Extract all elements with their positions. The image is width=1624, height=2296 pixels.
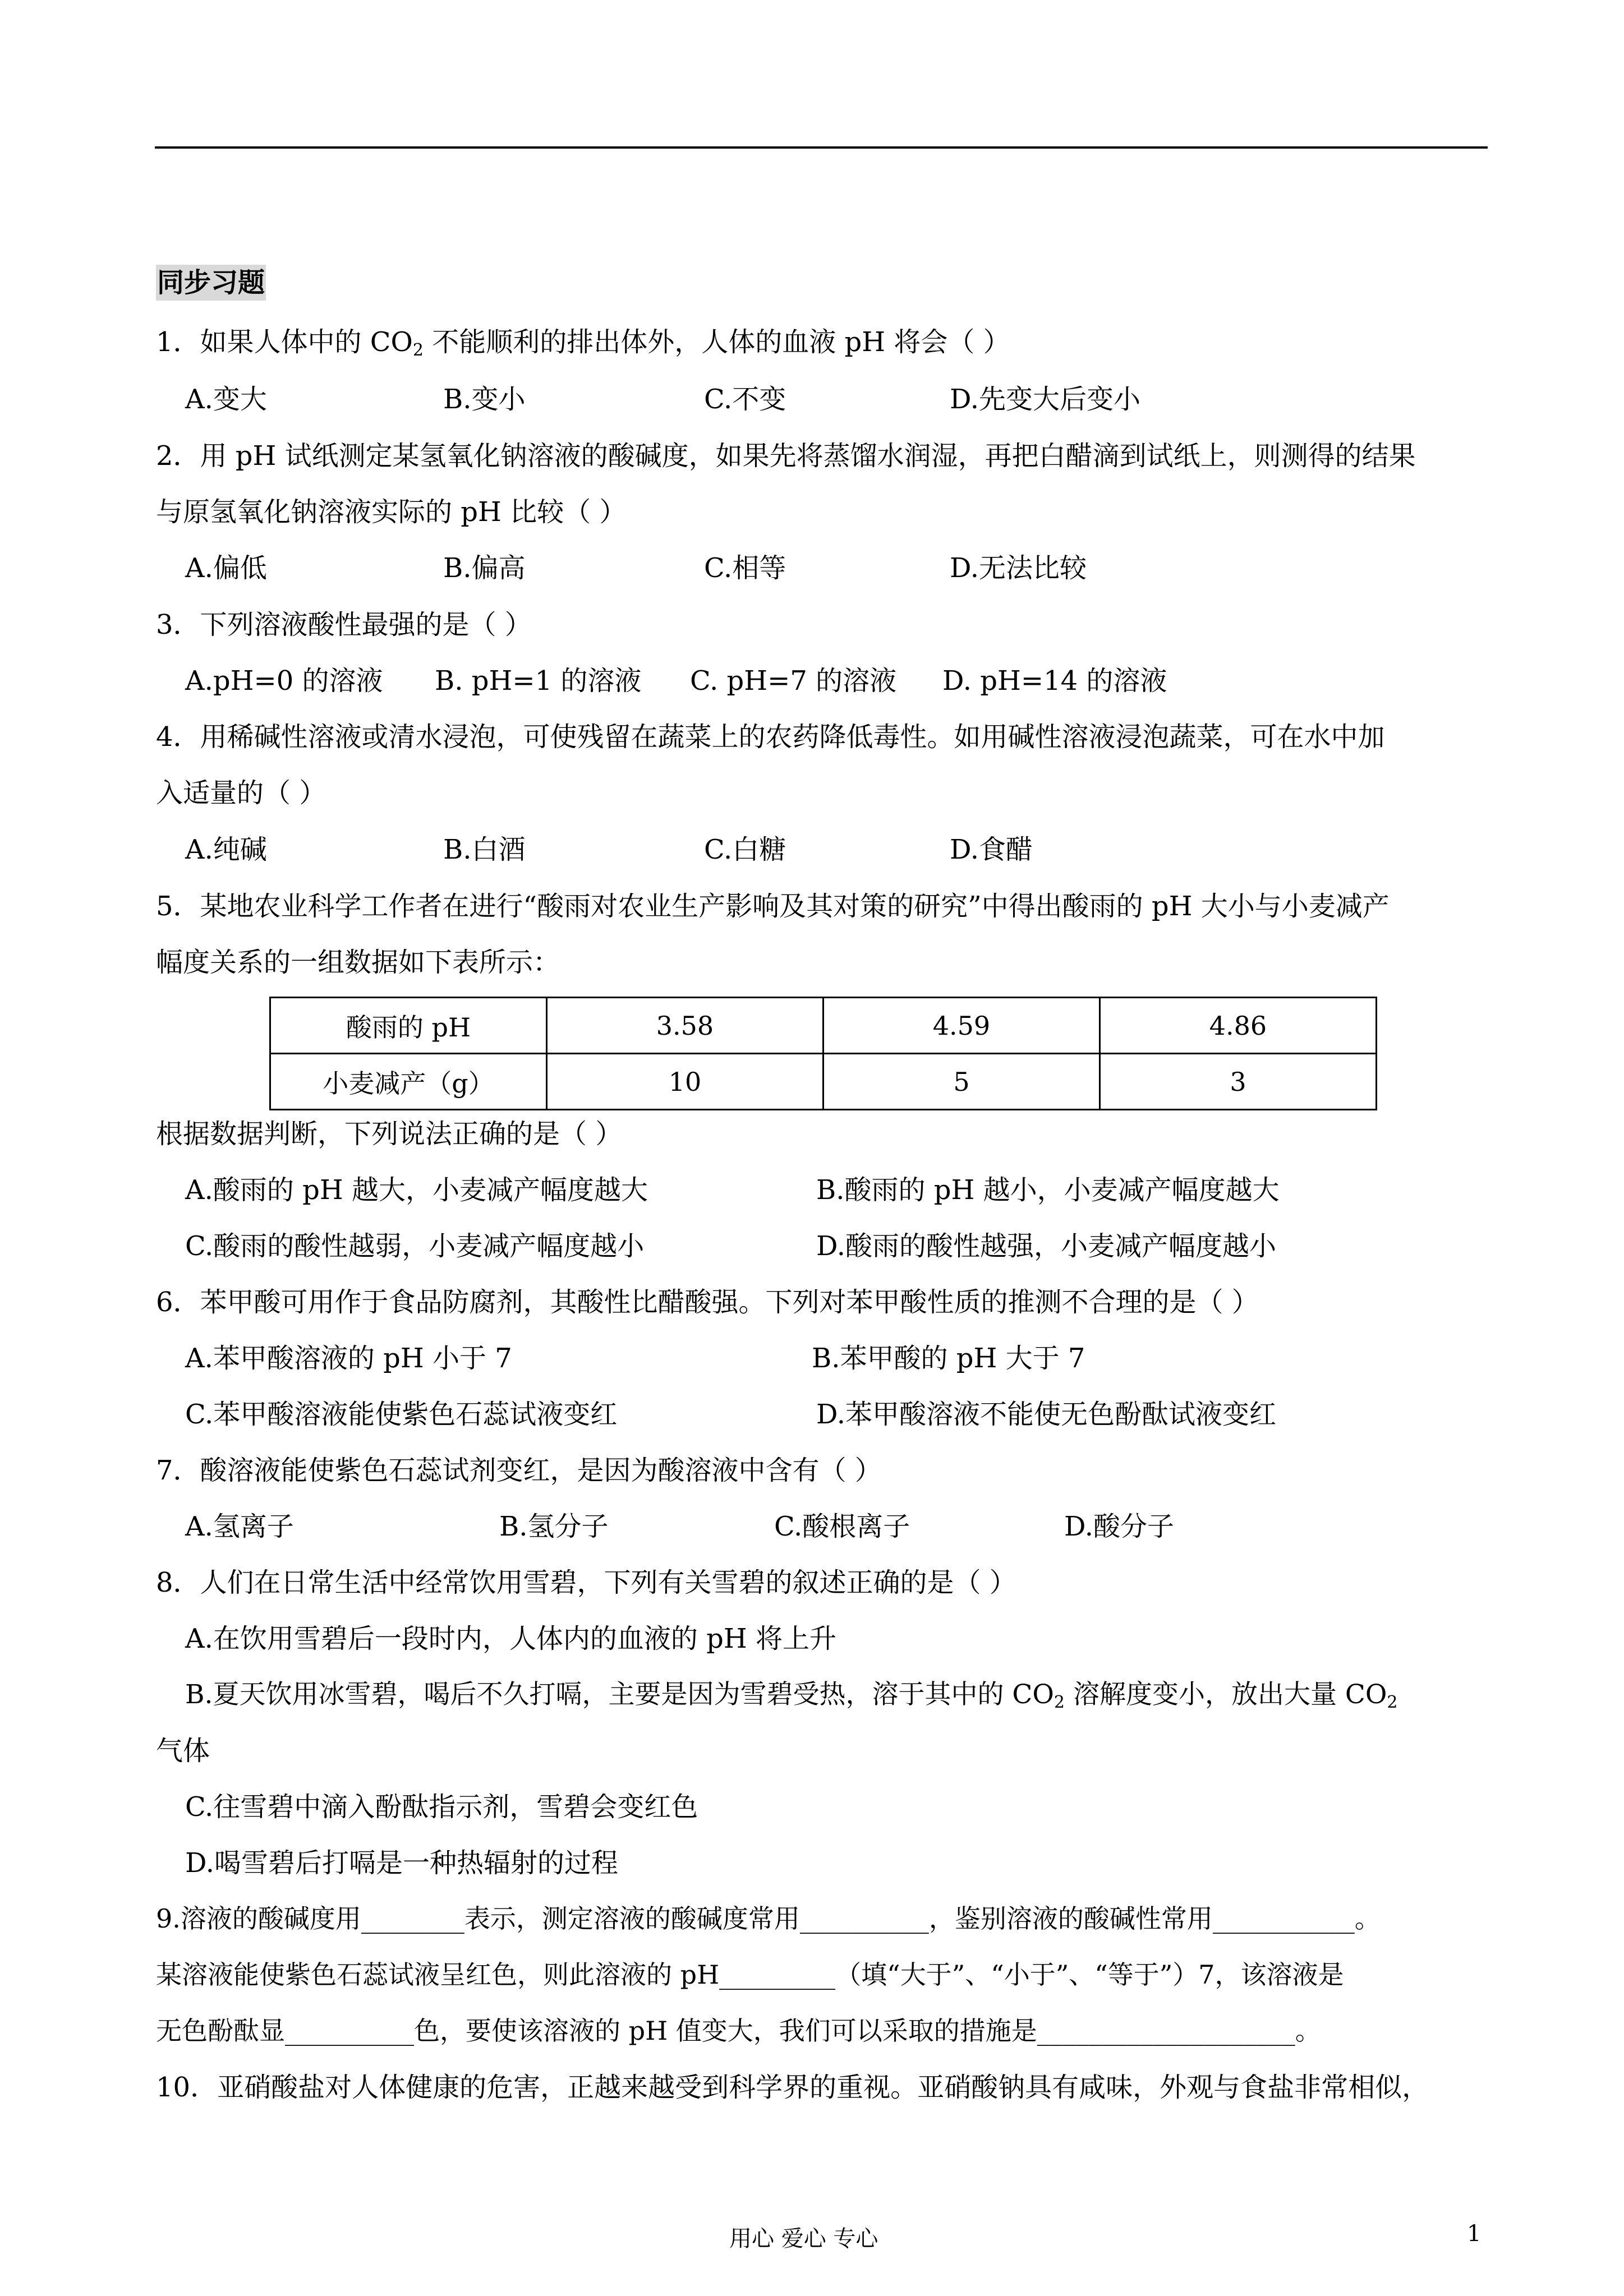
q8-option-b-continued: 气体 — [156, 1735, 210, 1767]
q1-option-b: B.变小 — [443, 384, 526, 415]
table-row — [270, 1054, 1377, 1110]
question-1: 1．如果人体中的 $CO_2$ 不能顺利的排出体外，人体的血液 pH 将会（ ） — [156, 326, 1010, 360]
q8-option-a: A.在饮用雪碧后一段时内，人体内的血液的 pH 将上升 — [185, 1623, 837, 1654]
q7-option-b: B.氢分子 — [499, 1511, 609, 1542]
table-cell: 10 — [547, 1054, 823, 1110]
question-7: 7．酸溶液能使紫色石蕊试剂变红，是因为酸溶液中含有（ ） — [156, 1455, 882, 1486]
q3-option-b: B. pH=1 的溶液 — [435, 665, 642, 697]
question-5-line-2: 幅度关系的一组数据如下表所示： — [156, 947, 560, 978]
table-cell: 5 — [823, 1054, 1100, 1110]
footer-motto: 用心 爱心 专心 — [729, 2226, 878, 2252]
q5-option-d: D.酸雨的酸性越强，小麦减产幅度越小 — [816, 1230, 1277, 1262]
q6-option-a: A.苯甲酸溶液的 pH 小于 7 — [185, 1343, 512, 1374]
table-cell: 3.58 — [547, 998, 823, 1054]
q7-option-c: C.酸根离子 — [774, 1511, 910, 1542]
q4-option-d: D.食醋 — [950, 834, 1033, 865]
header-rule — [155, 146, 1488, 149]
question-8: 8．人们在日常生活中经常饮用雪碧，下列有关雪碧的叙述正确的是（ ） — [156, 1567, 1016, 1598]
data-table — [269, 997, 1377, 1110]
question-5-line-3: 根据数据判断，下列说法正确的是（ ） — [156, 1118, 623, 1150]
table-cell: 4.86 — [1100, 998, 1377, 1054]
q1-option-c: C.不变 — [704, 384, 786, 415]
question-9-line-1: 9.溶液的酸碱度用________表示，测定溶液的酸碱度常用__________，鉴别溶液的酸碱性常用___________。 — [156, 1903, 1381, 1934]
q3-option-c: C. pH=7 的溶液 — [690, 665, 897, 697]
question-3: 3．下列溶液酸性最强的是（ ） — [156, 609, 532, 640]
table-cell: 小麦减产（g） — [270, 1054, 547, 1110]
q2-option-c: C.相等 — [704, 552, 786, 584]
q2-option-a: A.偏低 — [185, 552, 267, 584]
question-9-line-3: 无色酚酞显__________色，要使该溶液的 pH 值变大，我们可以采取的措施是____________________。 — [156, 2016, 1321, 2046]
q3-option-d: D. pH=14 的溶液 — [942, 665, 1167, 697]
question-4-line-1: 4．用稀碱性溶液或清水浸泡，可使残留在蔬菜上的农药降低毒性。如用碱性溶液浸泡蔬菜，可在水中加 — [156, 721, 1385, 753]
question-9-line-2: 某溶液能使紫色石蕊试液呈红色，则此溶液的 pH_________（填“大于”、“小于”、“等于”）7，该溶液是 — [156, 1960, 1344, 1990]
q6-option-c: C.苯甲酸溶液能使紫色石蕊试液变红 — [185, 1399, 618, 1430]
q7-option-d: D.酸分子 — [1064, 1511, 1175, 1542]
q1-option-a: A.变大 — [185, 384, 267, 415]
table-cell: 4.59 — [823, 998, 1100, 1054]
q4-option-c: C.白糖 — [704, 834, 786, 865]
q7-option-a: A.氢离子 — [185, 1511, 294, 1542]
q8-option-c: C.往雪碧中滴入酚酞指示剂，雪碧会变红色 — [185, 1791, 698, 1823]
page-number: 1 — [1467, 2221, 1482, 2247]
question-2-line-1: 2．用 pH 试纸测定某氢氧化钠溶液的酸碱度，如果先将蒸馏水润湿，再把白醋滴到试纸上，则测得的结果 — [156, 440, 1416, 472]
q2-option-d: D.无法比较 — [950, 552, 1087, 584]
q2-option-b: B.偏高 — [443, 552, 526, 584]
question-6: 6．苯甲酸可用作于食品防腐剂，其酸性比醋酸强。下列对苯甲酸性质的推测不合理的是（ ） — [156, 1287, 1259, 1318]
q1-option-d: D.先变大后变小 — [950, 384, 1141, 415]
q8-option-d: D.喝雪碧后打嗝是一种热辐射的过程 — [185, 1847, 619, 1879]
question-2-line-2: 与原氢氧化钠溶液实际的 pH 比较（ ） — [156, 496, 627, 528]
q6-option-b: B.苯甲酸的 pH 大于 7 — [812, 1343, 1085, 1374]
q5-option-b: B.酸雨的 pH 越小，小麦减产幅度越大 — [816, 1174, 1280, 1206]
q4-option-b: B.白酒 — [443, 834, 526, 865]
q3-option-a: A.pH=0 的溶液 — [185, 665, 383, 697]
table-row — [270, 998, 1377, 1054]
question-10-line-1: 10．亚硝酸盐对人体健康的危害，正越来越受到科学界的重视。亚硝酸钠具有咸味，外观与食盐非常相似， — [156, 2072, 1429, 2103]
question-4-line-2: 入适量的（ ） — [156, 777, 326, 809]
table-cell: 3 — [1100, 1054, 1377, 1110]
q5-option-c: C.酸雨的酸性越弱，小麦减产幅度越小 — [185, 1230, 645, 1262]
q5-option-a: A.酸雨的 pH 越大，小麦减产幅度越大 — [185, 1174, 648, 1206]
question-5-line-1: 5．某地农业科学工作者在进行“酸雨对农业生产影响及其对策的研究”中得出酸雨的 pH 大小与小麦减产 — [156, 891, 1390, 922]
q4-option-a: A.纯碱 — [185, 834, 267, 865]
table-cell: 酸雨的 pH — [270, 998, 547, 1054]
q6-option-d: D.苯甲酸溶液不能使无色酚酞试液变红 — [816, 1399, 1277, 1430]
q8-option-b: B.夏天饮用冰雪碧，喝后不久打嗝，主要是因为雪碧受热，溶于其中的 $CO_2$ 溶解度变小，放出大量 $CO_2$ — [185, 1679, 1398, 1712]
section-title: 同步习题 — [156, 269, 266, 296]
